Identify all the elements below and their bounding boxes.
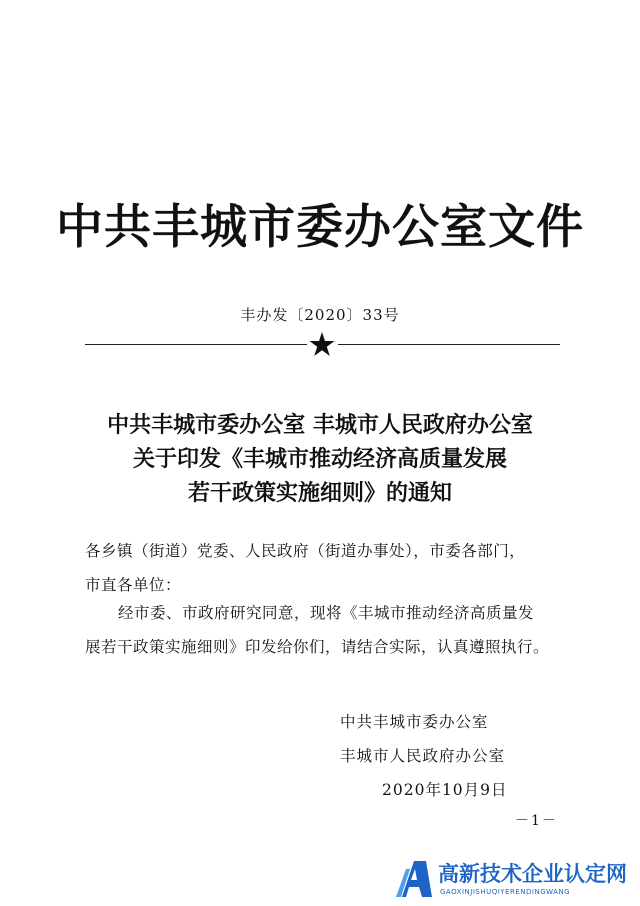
signature-org: 丰城市人民政府办公室: [340, 747, 506, 765]
notice-title: [0, 408, 640, 510]
document-number: 丰办发〔2020〕33号: [240, 306, 400, 324]
watermark-text: 高新技术企业认定网: [438, 862, 627, 886]
page-number: －1－: [515, 813, 558, 829]
paragraph-line: 展若干政策实施细则》印发给你们，请结合实际，认真遵照执行。: [85, 638, 550, 656]
salutation-line: 各乡镇（街道）党委、人民政府（街道办事处），市委各部门，: [85, 542, 526, 560]
star-icon: [309, 331, 335, 357]
watermark-subtext: GAOXINJISHUQIYERENDINGWANG: [440, 888, 571, 896]
document-header-title: 中共丰城市委办公室文件: [56, 200, 584, 255]
notice-title-line: 中共丰城市委办公室 丰城市人民政府办公室: [107, 412, 533, 438]
salutation-line: 市直各单位：: [85, 576, 182, 594]
notice-title-line: 若干政策实施细则》的通知: [187, 480, 452, 506]
paragraph-line: 经市委、市政府研究同意，现将《丰城市推动经济高质量发: [118, 604, 535, 622]
separator-line-right: [338, 344, 560, 345]
notice-title-line: 关于印发《丰城市推动经济高质量发展: [132, 446, 507, 472]
watermark-logo-icon: [392, 857, 436, 901]
signature-block: [340, 705, 560, 807]
watermark: [392, 855, 640, 906]
signature-date: 2020年10月9日: [382, 781, 508, 799]
signature-org: 中共丰城市委办公室: [340, 713, 489, 731]
body-paragraph: [85, 596, 555, 664]
salutation: [85, 534, 555, 602]
separator-line-left: [85, 344, 307, 345]
